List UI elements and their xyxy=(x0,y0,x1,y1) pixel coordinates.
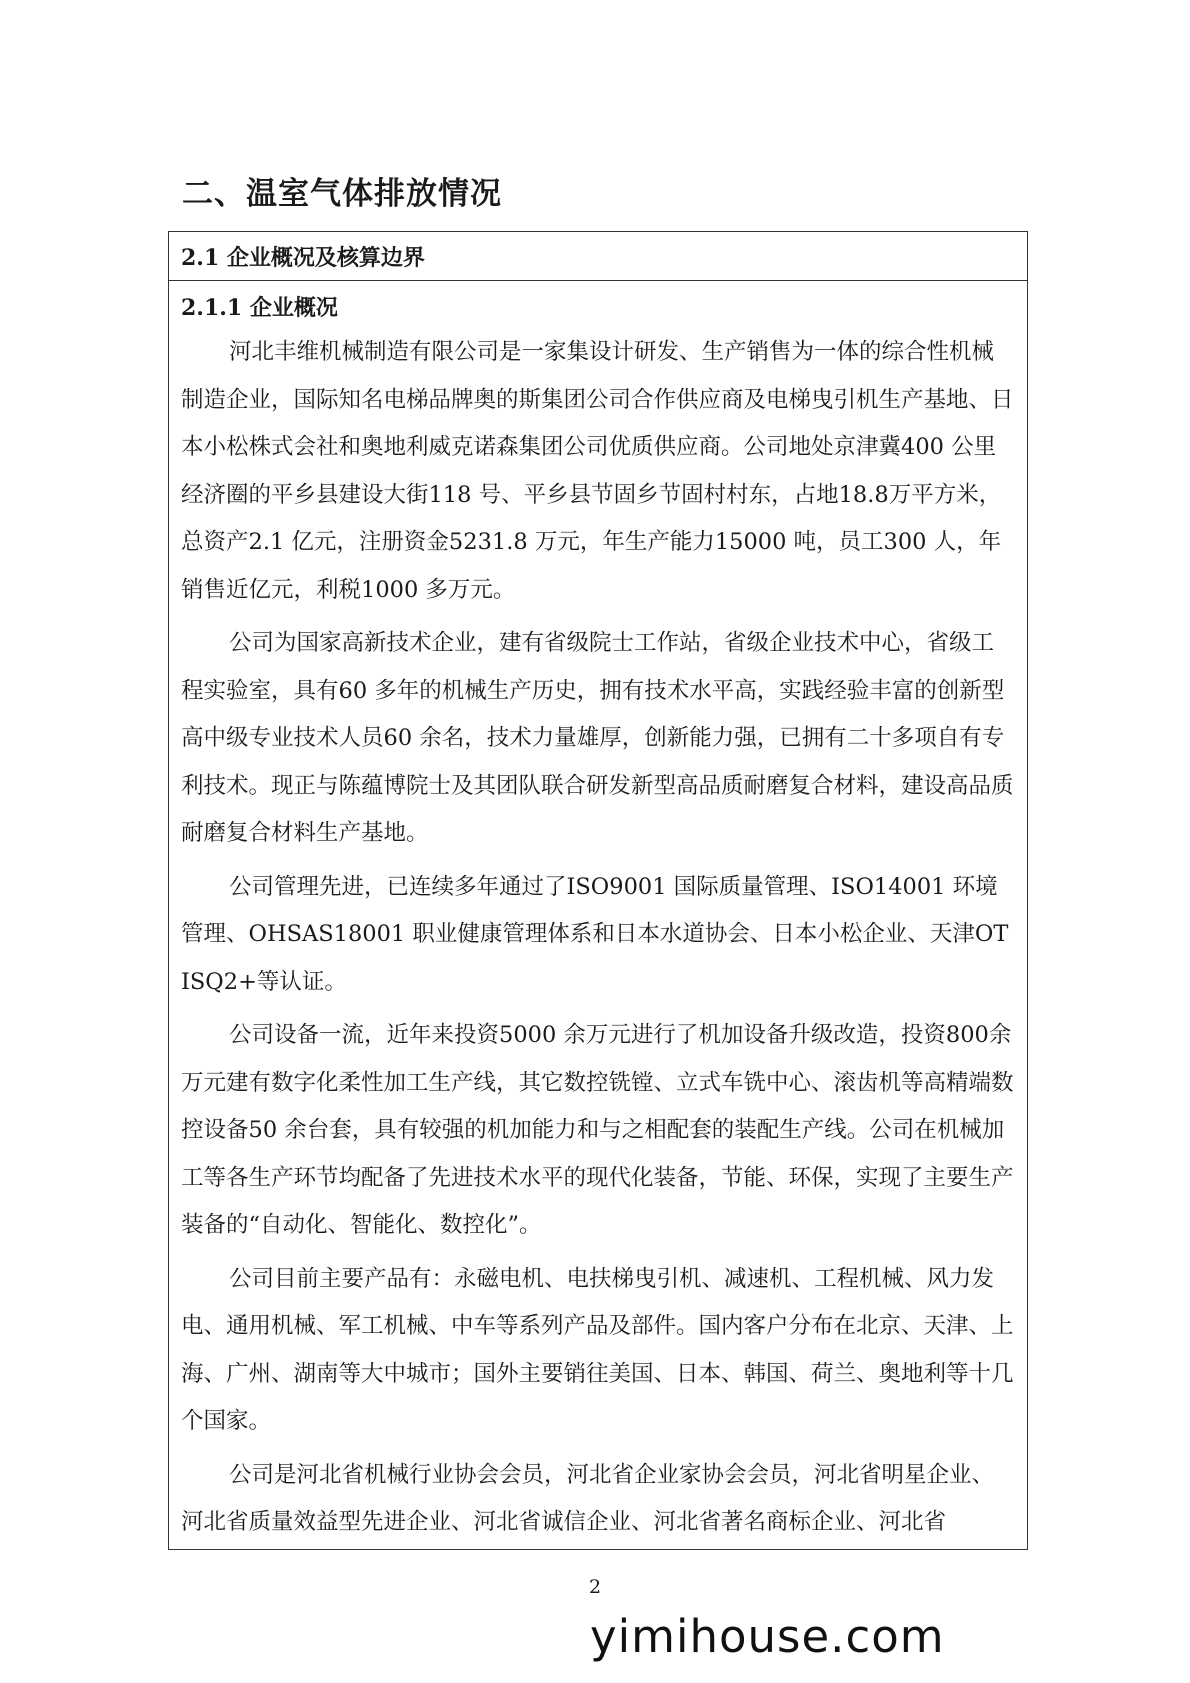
box-header: 2.1 企业概况及核算边界 xyxy=(169,232,1027,281)
paragraph: 河北丰维机械制造有限公司是一家集设计研发、生产销售为一体的综合性机械制造企业，国际知名电梯品牌奥的斯集团公司合作供应商及电梯曳引机生产基地、日本小松株式会社和奥地利威克诺森集团公司优质供应商。公司地处京津冀400 公里经济圈的平乡县建设大街118 号、平乡县节固乡节固村村东，占地18.8万平方米，总资产2.1 亿元，注册资金5231.8 万元，年生产能力15000 吨，员工300 人，年销售近亿元，利税1000 多万元。 xyxy=(181,339,1014,603)
paragraph: 公司管理先进，已连续多年通过了ISO9001 国际质量管理、ISO14001 环境管理、OHSAS18001 职业健康管理体系和日本水道协会、日本小松企业、天津OTISQ2+等认证。 xyxy=(181,873,1009,995)
watermark: yimihouse.com xyxy=(590,1610,945,1663)
section-title: 二、温室气体排放情况 xyxy=(182,176,502,212)
paragraph: 公司设备一流，近年来投资5000 余万元进行了机加设备升级改造，投资800余万元建有数字化柔性加工生产线，其它数控铣镗、立式车铣中心、滚齿机等高精端数控设备50 余台套，具有较强的机加能力和与之相配套的装配生产线。公司在机械加工等各生产环节均配备了先进技术水平的现代化装备，节能、环保，实现了主要生产装备的“自动化、智能化、数控化”。 xyxy=(181,1022,1014,1238)
paragraph: 公司目前主要产品有：永磁电机、电扶梯曳引机、减速机、工程机械、风力发电、通用机械、军工机械、中车等系列产品及部件。国内客户分布在北京、天津、上海、广州、湖南等大中城市；国外主要销往美国、日本、韩国、荷兰、奥地利等十几个国家。 xyxy=(181,1265,1014,1434)
subheading: 2.1.1 企业概况 xyxy=(181,295,338,321)
paragraph: 公司是河北省机械行业协会会员，河北省企业家协会会员，河北省明星企业、河北省质量效益型先进企业、河北省诚信企业、河北省著名商标企业、河北省 xyxy=(181,1461,995,1535)
content-box xyxy=(168,231,1028,1550)
page-number: 2 xyxy=(588,1576,602,1598)
box-body xyxy=(169,281,1027,1547)
paragraph: 公司为国家高新技术企业，建有省级院士工作站，省级企业技术中心，省级工程实验室，具有60 多年的机械生产历史，拥有技术水平高，实践经验丰富的创新型高中级专业技术人员60 余名，技术力量雄厚，创新能力强，已拥有二十多项自有专利技术。现正与陈蕴博院士及其团队联合研发新型高品质耐磨复合材料，建设高品质耐磨复合材料生产基地。 xyxy=(181,630,1014,846)
